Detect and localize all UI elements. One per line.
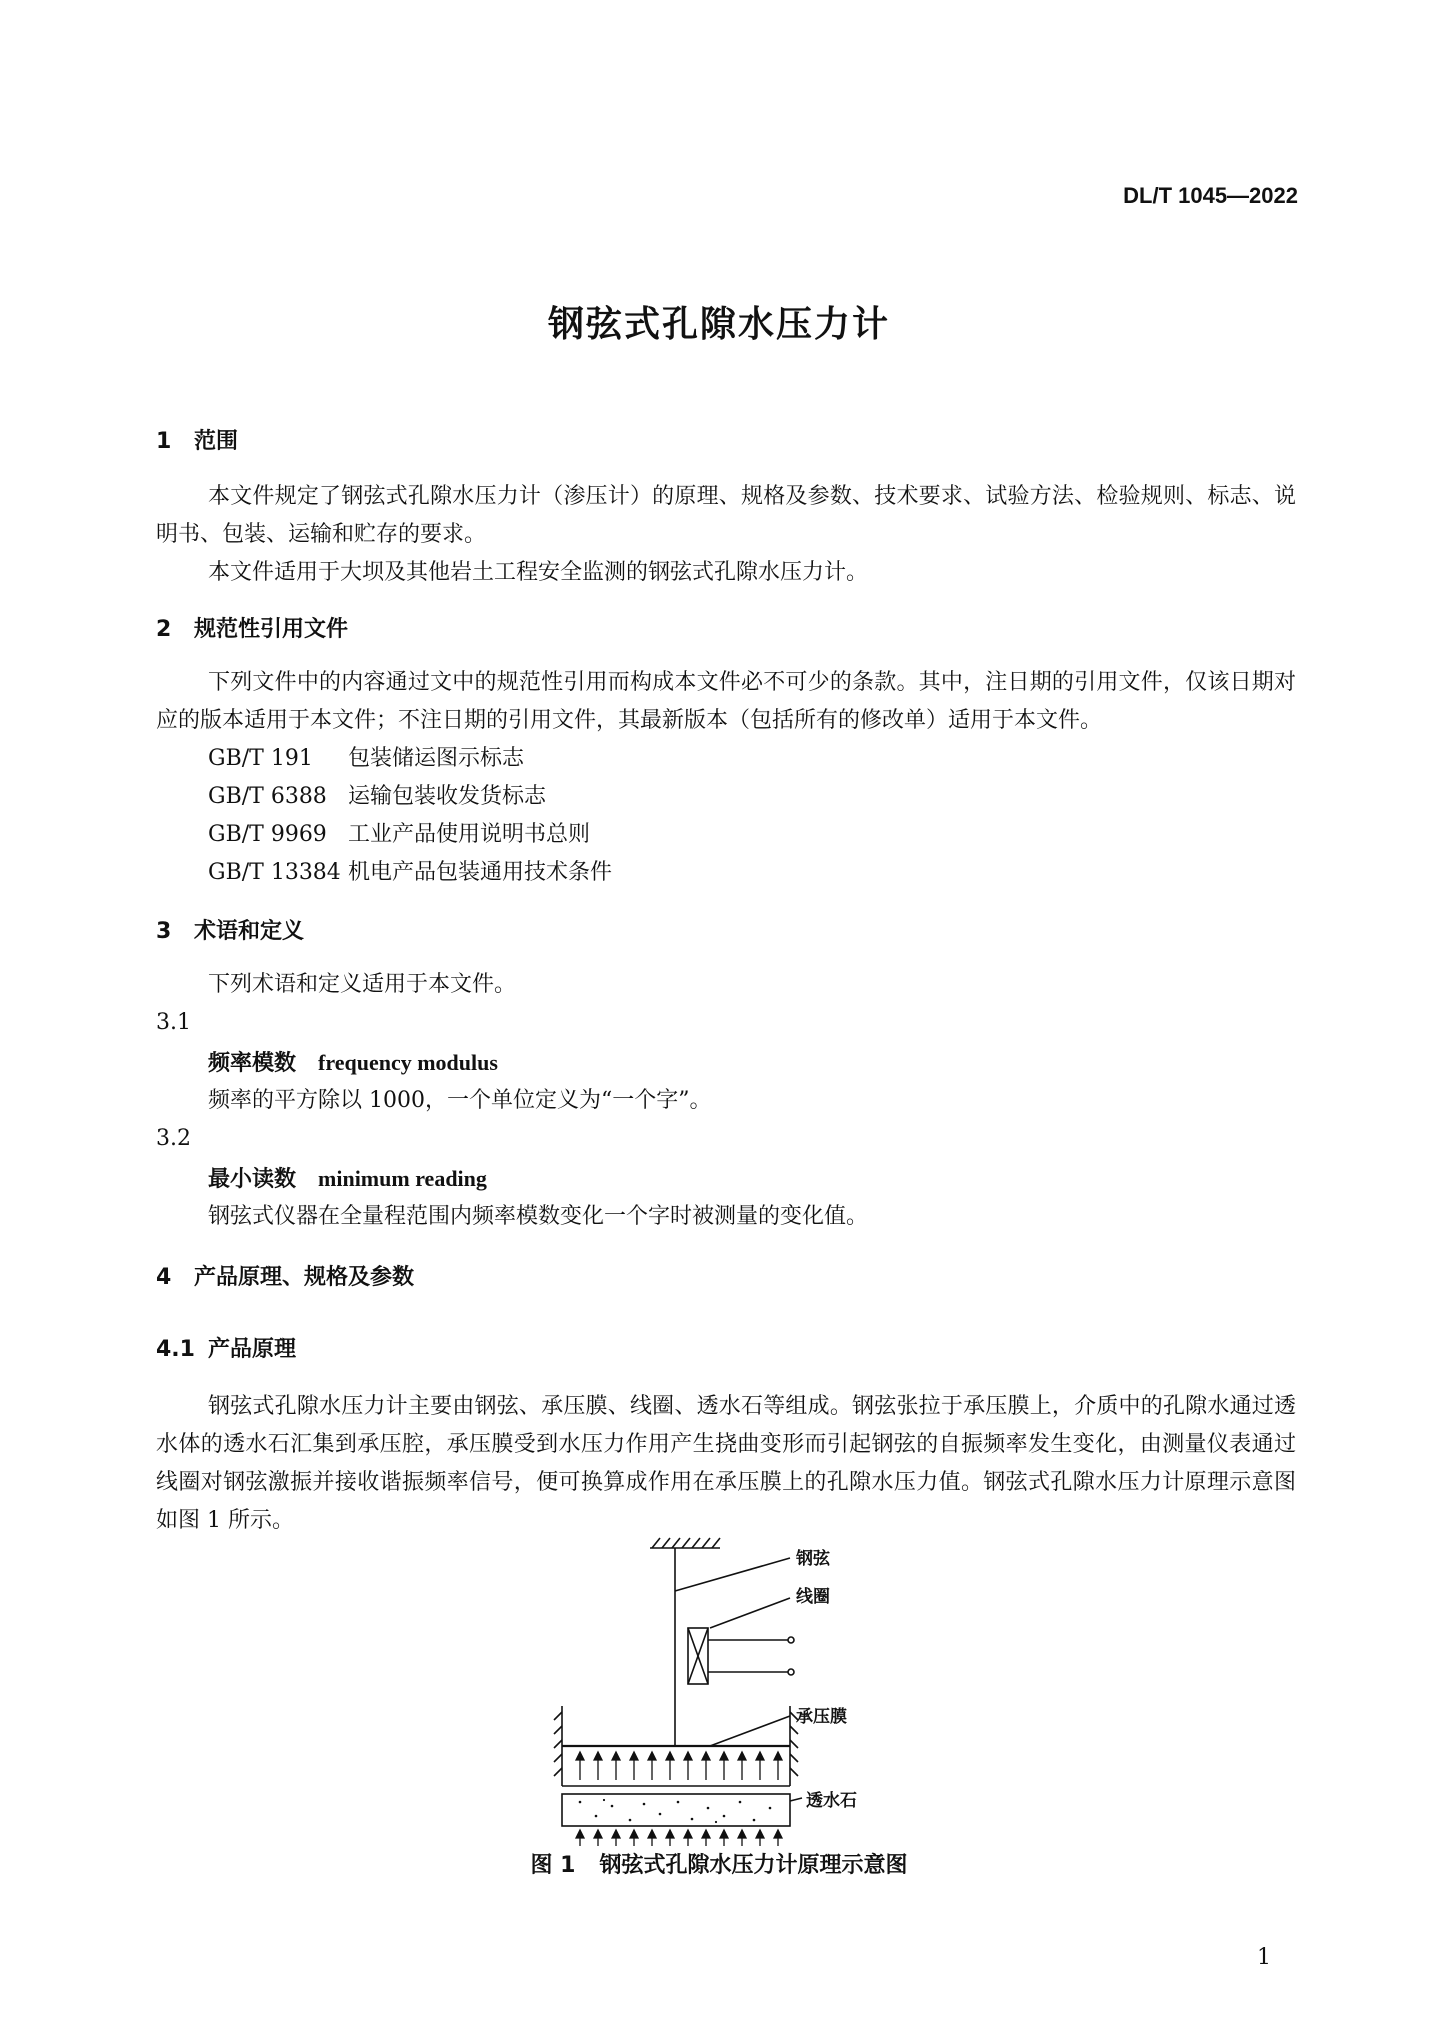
- section-4-heading: [156, 1260, 414, 1291]
- term-3-1-zh: 频率模数: [208, 1051, 297, 1076]
- term-3-2-definition: 钢弦式仪器在全量程范围内频率模数变化一个字时被测量的变化值。: [208, 1204, 869, 1229]
- figure-caption-text: 钢弦式孔隙水压力计原理示意图: [599, 1853, 908, 1878]
- figure-caption: [0, 1848, 1438, 1879]
- label-membrane: 承压膜: [796, 1707, 847, 1727]
- section-4-number: 4: [156, 1265, 172, 1290]
- section-1-paragraph-1: 本文件规定了钢弦式孔隙水压力计（渗压计）的原理、规格及参数、技术要求、试验方法、检验规则、标志、说明书、包装、运输和贮存的要求。: [156, 484, 1296, 547]
- term-3-1-title: [208, 1046, 498, 1077]
- leader-stone: [790, 1798, 802, 1801]
- section-1-heading: [156, 424, 238, 455]
- term-3-2-title: [208, 1162, 487, 1193]
- section-2-title: 规范性引用文件: [194, 617, 349, 642]
- reference-title: 机电产品包装通用技术条件: [348, 860, 613, 885]
- section-4-1-heading: [156, 1332, 296, 1363]
- pressure-arrows-lower: [576, 1830, 782, 1846]
- leader-wire: [675, 1558, 790, 1591]
- reference-item: [208, 816, 590, 854]
- term-3-1-en: frequency modulus: [318, 1050, 498, 1075]
- principle-diagram: [540, 1536, 900, 1846]
- pressure-arrows-upper: [576, 1752, 782, 1780]
- label-stone: 透水石: [806, 1791, 857, 1811]
- leader-coil: [710, 1598, 790, 1628]
- section-4-1-number: 4.1: [156, 1337, 195, 1362]
- section-1-title: 范围: [194, 429, 239, 454]
- figure-number: 图 1: [530, 1853, 576, 1878]
- term-3-1-definition: 频率的平方除以 1000，一个单位定义为“一个字”。: [208, 1088, 712, 1113]
- section-4-1-paragraph: 钢弦式孔隙水压力计主要由钢弦、承压膜、线圈、透水石等组成。钢弦张拉于承压膜上，介质中的孔隙水通过透水体的透水石汇集到承压腔，承压膜受到水压力作用产生挠曲变形而引起钢弦的自振频率发生变化，由测量仪表通过线圈对钢弦激振并接收谐振频率信号，便可换算成作用在承压膜上的孔隙水压力值。钢弦式孔隙水压力计原理示意图如图 1 所示。: [156, 1394, 1296, 1533]
- leader-membrane: [710, 1716, 790, 1746]
- reference-item: [208, 854, 612, 892]
- top-support-hatching: [652, 1538, 720, 1548]
- permeable-stone: [562, 1794, 790, 1826]
- section-4-1-title: 产品原理: [208, 1337, 297, 1362]
- reference-title: 工业产品使用说明书总则: [348, 822, 591, 847]
- terminal-icon: [788, 1669, 794, 1675]
- reference-code: GB/T 191: [208, 746, 313, 771]
- standard-code: DL/T 1045—2022: [1123, 183, 1298, 208]
- document-title: 钢弦式孔隙水压力计: [547, 304, 890, 345]
- reference-code: GB/T 9969: [208, 822, 327, 847]
- label-coil: 线圈: [796, 1587, 830, 1607]
- term-3-2-number: 3.2: [156, 1126, 191, 1151]
- reference-code: GB/T 6388: [208, 784, 327, 809]
- stone-texture: [579, 1799, 772, 1823]
- section-3-number: 3: [156, 919, 172, 944]
- section-2-paragraph-1: 下列文件中的内容通过文中的规范性引用而构成本文件必不可少的条款。其中，注日期的引用文件，仅该日期对应的版本适用于本文件；不注日期的引用文件，其最新版本（包括所有的修改单）适用于本文件。: [156, 670, 1296, 733]
- term-3-1-number: 3.1: [156, 1010, 191, 1035]
- reference-title: 包装储运图示标志: [348, 746, 525, 771]
- reference-code: GB/T 13384: [208, 860, 341, 885]
- section-3-intro: 下列术语和定义适用于本文件。: [208, 972, 517, 997]
- section-1-number: 1: [156, 429, 172, 454]
- section-2-number: 2: [156, 617, 172, 642]
- terminal-icon: [788, 1637, 794, 1643]
- term-3-2-en: minimum reading: [318, 1166, 487, 1191]
- reference-title: 运输包装收发货标志: [348, 784, 547, 809]
- section-3-heading: [156, 914, 304, 945]
- housing-hatching: [554, 1712, 798, 1776]
- section-1-paragraph-2: 本文件适用于大坝及其他岩土工程安全监测的钢弦式孔隙水压力计。: [208, 560, 869, 585]
- label-wire: 钢弦: [796, 1549, 830, 1569]
- page-number: 1: [1257, 1945, 1271, 1970]
- reference-item: [208, 740, 524, 778]
- section-3-title: 术语和定义: [194, 919, 305, 944]
- term-3-2-zh: 最小读数: [208, 1167, 297, 1192]
- reference-item: [208, 778, 546, 816]
- section-4-title: 产品原理、规格及参数: [194, 1265, 415, 1290]
- section-2-heading: [156, 612, 348, 643]
